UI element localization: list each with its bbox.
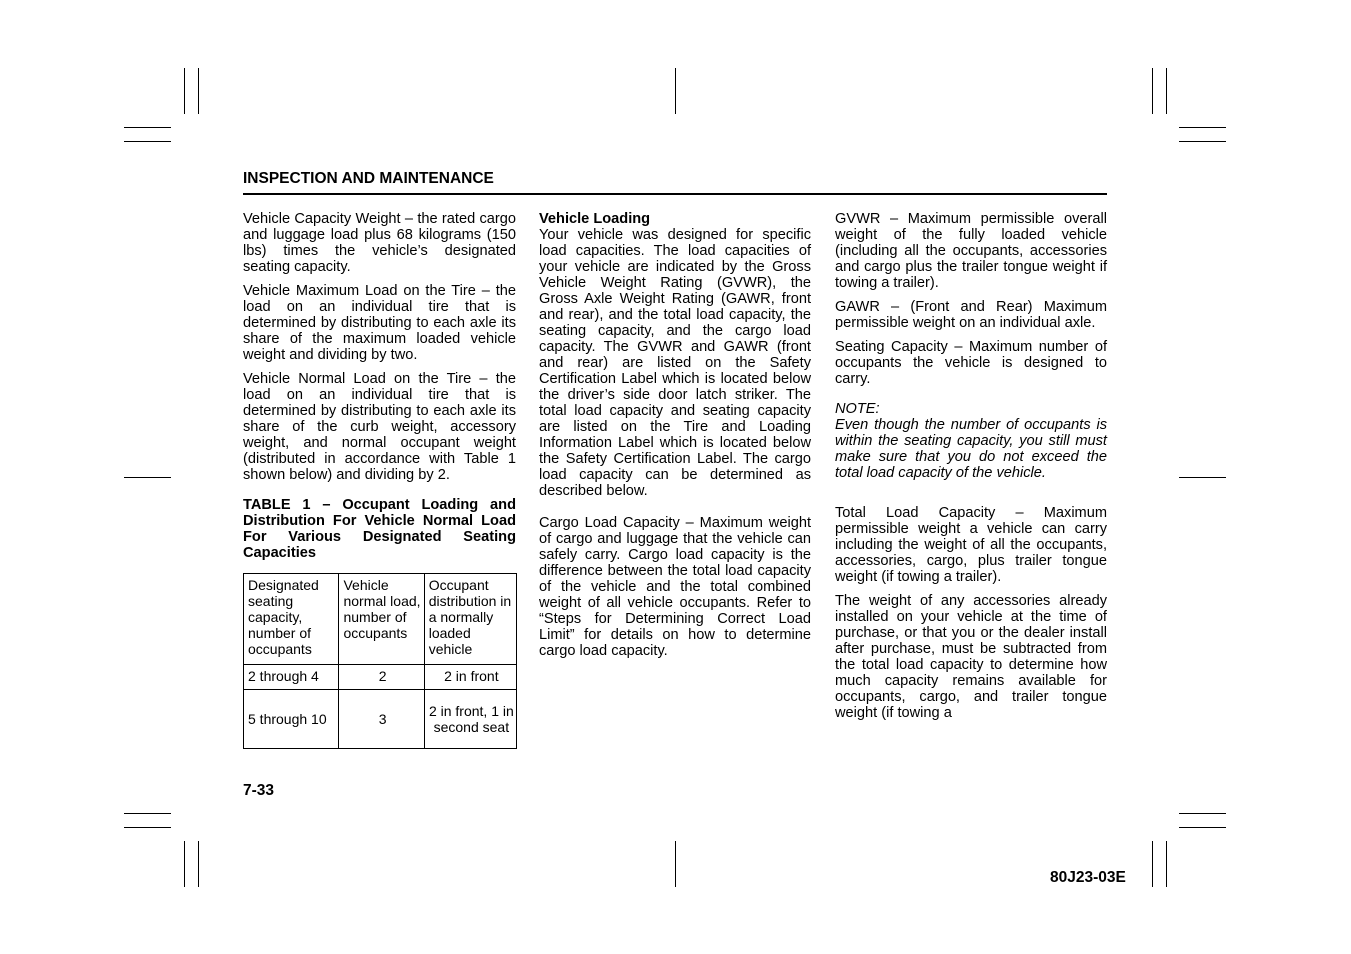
table-cell: 2 through 4 [244,665,339,690]
crop-mark [198,68,199,114]
crop-mark [1179,127,1226,128]
table-header-cell: Vehicle normal load, number of occupants [339,574,424,665]
section-heading: Vehicle Loading [539,211,651,227]
paragraph: Vehicle Capacity Weight – the rated cargo and luggage load plus 68 kilograms (150 lbs) times the vehicle’s designated seating capacity. [243,211,516,275]
crop-mark [1179,477,1226,478]
crop-mark [1166,68,1167,114]
crop-mark [184,841,185,887]
crop-mark [124,477,171,478]
column-1 [243,211,516,749]
crop-mark [1152,68,1153,114]
paragraph: The weight of any accessories already installed on your vehicle at the time of purchase, or that you or the dealer install after purchase, must be subtracted from the total load capacity to determine how much capacity remains available for occupants, cargo, and trailer tongue weight (if towing a [835,593,1107,721]
table-row [244,665,517,690]
crop-mark [675,841,676,887]
table-title: TABLE 1 – Occupant Loading and Distribution For Vehicle Normal Load For Various Designated Seating Capacities [243,497,516,561]
crop-mark [1179,813,1226,814]
paragraph: GVWR – Maximum permissible overall weight of the fully loaded vehicle (including all the occupants, accessories and cargo plus the trailer tongue weight if towing a trailer). [835,211,1107,291]
crop-mark [675,68,676,114]
occupant-table [243,573,517,749]
crop-mark [184,68,185,114]
note-label: NOTE: [835,401,880,417]
document-code: 80J23-03E [1050,869,1126,886]
table-cell: 2 in front [424,665,516,690]
table-cell: 2 [339,665,424,690]
crop-mark [1179,141,1226,142]
paragraph: Seating Capacity – Maximum number of occupants the vehicle is designed to carry. [835,339,1107,387]
page-number: 7-33 [243,782,275,799]
crop-mark [124,813,171,814]
crop-mark [124,827,171,828]
table-header-cell: Designated seating capacity, number of occupants [244,574,339,665]
table-header-cell: Occupant distribution in a normally loaded vehicle [424,574,516,665]
paragraph: Total Load Capacity – Maximum permissible weight a vehicle can carry including the weight of all the occupants, accessories, cargo, plus trailer tongue weight (if towing a trailer). [835,505,1107,585]
crop-mark [1179,827,1226,828]
header-rule [243,193,1107,195]
table-cell: 5 through 10 [244,690,339,749]
crop-mark [124,141,171,142]
column-2 [539,211,811,667]
note-text: Even though the number of occupants is within the seating capacity, you still must make sure that you do not exceed the total load capacity of the vehicle. [835,417,1107,481]
paragraph: Vehicle Normal Load on the Tire – the load on an individual tire that is determined by distributing to each axle its share of the curb weight, accessory weight, and normal occupant weight (distributed in accordance with Table 1 shown below) and dividing by 2. [243,371,516,483]
crop-mark [1166,841,1167,887]
table-cell: 2 in front, 1 in second seat [424,690,516,749]
paragraph: GAWR – (Front and Rear) Maximum permissible weight on an individual axle. [835,299,1107,331]
column-3 [835,211,1107,729]
paragraph: Cargo Load Capacity – Maximum weight of cargo and luggage that the vehicle can safely carry. Cargo load capacity is the difference between the total load capacity of the vehicle and the total combined weight of all vehicle occupants. Refer to “Steps for Determining Correct Load Limit” for details on how to determine cargo load capacity. [539,515,811,659]
paragraph: Vehicle Maximum Load on the Tire – the load on an individual tire that is determined by distributing to each axle its share of the maximum loaded vehicle weight and dividing by two. [243,283,516,363]
crop-mark [198,841,199,887]
paragraph: Your vehicle was designed for specific load capacities. The load capacities of your vehicle are indicated by the Gross Vehicle Weight Rating (GVWR), the Gross Axle Weight Rating (GAWR, front and rear), and the total load capacity, the seating capacity, and the cargo load capacity. The GVWR and GAWR (front and rear) are listed on the Safety Certification Label which is located below the driver’s side door latch striker. The total load capacity and seating capacity are listed on the Tire and Loading Information Label which is located below the Safety Certification Label. The cargo load capacity can be determined as described below. [539,227,811,499]
table-cell: 3 [339,690,424,749]
table-header-row [244,574,517,665]
table-row [244,690,517,749]
crop-mark [1152,841,1153,887]
crop-mark [124,127,171,128]
section-title: INSPECTION AND MAINTENANCE [243,170,494,187]
